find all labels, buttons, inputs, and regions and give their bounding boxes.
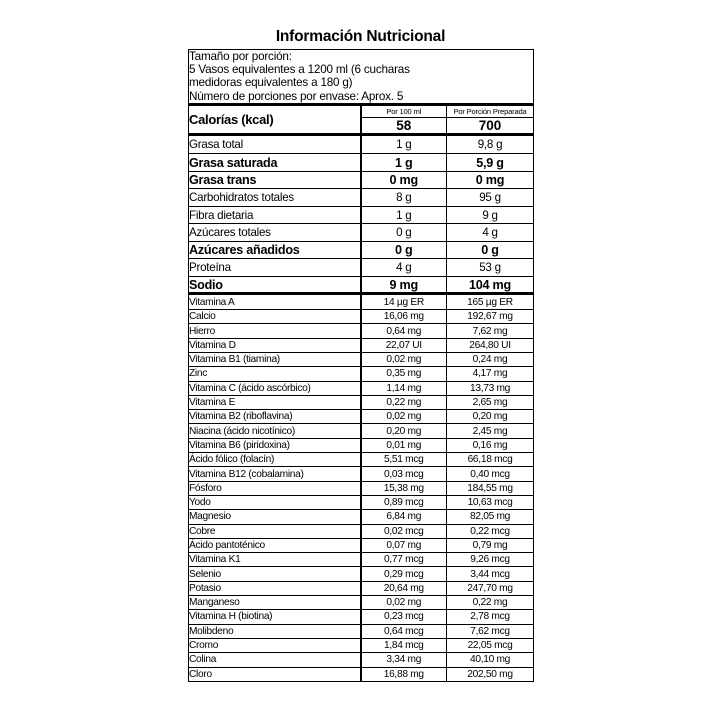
nutrient-value-per-100ml: 1 g [361, 136, 447, 154]
nutrient-value-per-serving: 3,44 mcg [447, 567, 534, 581]
macronutrient-section [189, 136, 534, 295]
table-row [189, 338, 534, 352]
nutrient-value-per-serving: 9,26 mcg [447, 553, 534, 567]
nutrient-value-per-serving: 9,8 g [447, 136, 534, 154]
nutrient-label: Fósforo [189, 481, 361, 495]
nutrient-label: Zinc [189, 367, 361, 381]
nutrient-value-per-serving: 0,16 mg [447, 438, 534, 452]
nutrient-label: Hierro [189, 324, 361, 338]
table-row [189, 453, 534, 467]
column-header-per-100ml: Por 100 ml [386, 107, 422, 117]
nutrient-value-per-serving: 82,05 mg [447, 510, 534, 524]
nutrient-value-per-serving: 66,18 mcg [447, 453, 534, 467]
micronutrient-section [189, 295, 534, 681]
nutrient-value-per-100ml: 0,02 mcg [361, 524, 447, 538]
nutrient-label: Potasio [189, 581, 361, 595]
nutrient-value-per-serving: 40,10 mg [447, 653, 534, 667]
nutrient-value-per-serving: 95 g [447, 189, 534, 207]
nutrient-label: Ácido pantoténico [189, 538, 361, 552]
nutrient-value-per-100ml: 0,23 mcg [361, 610, 447, 624]
nutrient-value-per-serving: 2,45 mg [447, 424, 534, 438]
serving-size-block [189, 50, 534, 105]
nutrient-value-per-100ml: 3,34 mg [361, 653, 447, 667]
table-row [189, 310, 534, 324]
nutrient-label: Magnesio [189, 510, 361, 524]
table-row [189, 538, 534, 552]
table-row [189, 241, 534, 259]
nutrient-value-per-serving: 4 g [447, 224, 534, 242]
table-row [189, 495, 534, 509]
nutrition-facts-table [188, 49, 534, 682]
nutrient-value-per-100ml: 0,02 mg [361, 596, 447, 610]
nutrient-value-per-serving: 0,20 mg [447, 410, 534, 424]
nutrient-value-per-100ml: 0,20 mg [361, 424, 447, 438]
nutrient-value-per-100ml: 16,06 mg [361, 310, 447, 324]
nutrient-label: Niacina (ácido nicotínico) [189, 424, 361, 438]
nutrient-label: Cromo [189, 638, 361, 652]
table-row [189, 438, 534, 452]
page-title: Información Nutricional [275, 28, 446, 45]
nutrient-value-per-serving: 9 g [447, 206, 534, 224]
nutrient-value-per-100ml: 1,14 mg [361, 381, 447, 395]
serving-line-2: 5 Vasos equivalentes a 1200 ml (6 cucharas [189, 63, 410, 77]
nutrient-value-per-serving: 0,79 mg [447, 538, 534, 552]
nutrient-label: Vitamina B6 (piridoxina) [189, 438, 361, 452]
table-row [189, 395, 534, 409]
nutrient-label: Azúcares totales [189, 224, 361, 242]
serving-size-row [189, 50, 534, 105]
table-row [189, 424, 534, 438]
nutrient-value-per-100ml: 0,22 mg [361, 395, 447, 409]
nutrient-value-per-serving: 0,40 mcg [447, 467, 534, 481]
nutrient-value-per-serving: 7,62 mg [447, 324, 534, 338]
nutrient-label: Carbohidratos totales [189, 189, 361, 207]
nutrient-value-per-serving: 10,63 mcg [447, 495, 534, 509]
table-row [189, 353, 534, 367]
table-row [189, 171, 534, 189]
nutrient-label: Vitamina K1 [189, 553, 361, 567]
nutrient-label: Ácido fólico (folacín) [189, 453, 361, 467]
calories-header-row [189, 106, 534, 118]
nutrient-label: Manganeso [189, 596, 361, 610]
nutrient-value-per-100ml: 0,64 mcg [361, 624, 447, 638]
table-row [189, 510, 534, 524]
table-row [189, 653, 534, 667]
nutrient-value-per-100ml: 15,38 mg [361, 481, 447, 495]
table-row [189, 136, 534, 154]
table-row [189, 259, 534, 277]
nutrient-value-per-100ml: 14 µg ER [361, 295, 447, 309]
nutrient-value-per-100ml: 1,84 mcg [361, 638, 447, 652]
nutrient-value-per-100ml: 0,35 mg [361, 367, 447, 381]
nutrient-value-per-serving: 165 µg ER [447, 295, 534, 309]
table-row [189, 276, 534, 294]
nutrient-value-per-100ml: 16,88 mg [361, 667, 447, 681]
nutrient-value-per-serving: 0,22 mg [447, 596, 534, 610]
nutrient-label: Colina [189, 653, 361, 667]
table-row [189, 295, 534, 309]
nutrient-label: Calcio [189, 310, 361, 324]
nutrient-value-per-serving: 2,78 mcg [447, 610, 534, 624]
nutrient-value-per-serving: 184,55 mg [447, 481, 534, 495]
nutrient-value-per-100ml: 0,89 mcg [361, 495, 447, 509]
nutrient-label: Vitamina B2 (riboflavina) [189, 410, 361, 424]
column-header-per-serving: Por Porción Preparada [447, 106, 534, 118]
nutrient-label: Grasa trans [189, 171, 361, 189]
nutrient-value-per-100ml: 0,03 mcg [361, 467, 447, 481]
nutrient-value-per-100ml: 0 g [361, 224, 447, 242]
nutrition-facts-panel [188, 28, 533, 682]
nutrient-value-per-100ml: 4 g [361, 259, 447, 277]
nutrient-label: Grasa total [189, 138, 243, 152]
serving-line-4: Número de porciones por envase: Aprox. 5 [189, 89, 404, 103]
table-row [189, 381, 534, 395]
nutrient-label: Sodio [189, 276, 361, 294]
table-row [189, 624, 534, 638]
nutrient-label: Cobre [189, 524, 361, 538]
nutrient-value-per-serving: 7,62 mcg [447, 624, 534, 638]
nutrient-label: Molibdeno [189, 624, 361, 638]
table-row [189, 524, 534, 538]
table-row [189, 410, 534, 424]
table-row [189, 638, 534, 652]
nutrient-label: Azúcares añadidos [189, 241, 361, 259]
nutrient-value-per-serving: 192,67 mg [447, 310, 534, 324]
nutrient-label: Yodo [189, 495, 361, 509]
nutrient-value-per-100ml: 6,84 mg [361, 510, 447, 524]
nutrient-value-per-100ml: 0 mg [361, 171, 447, 189]
nutrient-label: Vitamina E [189, 395, 361, 409]
nutrient-value-per-serving: 0 mg [447, 171, 534, 189]
table-row [189, 367, 534, 381]
table-row [189, 224, 534, 242]
calories-label: Calorías (kcal) [189, 106, 361, 135]
nutrient-value-per-serving: 22,05 mcg [447, 638, 534, 652]
nutrient-value-per-serving: 247,70 mg [447, 581, 534, 595]
nutrient-label: Vitamina B12 (cobalamina) [189, 467, 361, 481]
nutrient-label: Vitamina H (biotina) [189, 610, 361, 624]
nutrient-value-per-100ml: 5,51 mcg [361, 453, 447, 467]
nutrient-value-per-serving: 5,9 g [447, 154, 534, 172]
nutrient-value-per-100ml: 0,07 mg [361, 538, 447, 552]
calories-per-100ml: 58 [361, 118, 447, 135]
table-row [189, 154, 534, 172]
nutrient-label: Vitamina D [189, 338, 361, 352]
nutrient-value-per-100ml: 22,07 UI [361, 338, 447, 352]
nutrient-label: Cloro [189, 667, 361, 681]
nutrient-value-per-serving: 0,22 mcg [447, 524, 534, 538]
nutrient-value-per-100ml: 0,29 mcg [361, 567, 447, 581]
nutrient-value-per-serving: 202,50 mg [447, 667, 534, 681]
nutrient-value-per-serving: 0,24 mg [447, 353, 534, 367]
nutrient-value-per-serving: 0 g [447, 241, 534, 259]
nutrient-value-per-100ml: 0,01 mg [361, 438, 447, 452]
nutrient-value-per-100ml: 0,77 mcg [361, 553, 447, 567]
nutrient-value-per-serving: 53 g [447, 259, 534, 277]
serving-line-1: Tamaño por porción: [189, 50, 292, 63]
nutrient-value-per-serving: 4,17 mg [447, 367, 534, 381]
nutrient-label: Fibra dietaria [189, 206, 361, 224]
table-row [189, 189, 534, 207]
calories-per-serving: 700 [447, 118, 534, 135]
table-row [189, 610, 534, 624]
table-row [189, 581, 534, 595]
table-row [189, 324, 534, 338]
nutrient-label: Vitamina C (ácido ascórbico) [189, 381, 361, 395]
nutrient-value-per-100ml: 20,64 mg [361, 581, 447, 595]
nutrient-label: Vitamina B1 (tiamina) [189, 353, 361, 367]
nutrient-label: Vitamina A [189, 296, 235, 308]
nutrient-value-per-serving: 2,65 mg [447, 395, 534, 409]
nutrient-value-per-100ml: 1 g [361, 154, 447, 172]
table-row [189, 481, 534, 495]
nutrient-value-per-100ml: 0 g [361, 241, 447, 259]
nutrient-value-per-serving: 104 mg [447, 276, 534, 294]
nutrient-value-per-100ml: 0,02 mg [361, 353, 447, 367]
serving-line-3: medidoras equivalentes a 180 g) [189, 76, 353, 90]
nutrient-value-per-100ml: 0,02 mg [361, 410, 447, 424]
nutrient-value-per-100ml: 8 g [361, 189, 447, 207]
nutrient-value-per-100ml: 0,64 mg [361, 324, 447, 338]
table-row [189, 667, 534, 681]
nutrient-value-per-100ml: 1 g [361, 206, 447, 224]
table-row [189, 553, 534, 567]
nutrient-value-per-serving: 13,73 mg [447, 381, 534, 395]
nutrient-label: Proteína [189, 259, 361, 277]
table-row [189, 206, 534, 224]
nutrient-label: Selenio [189, 567, 361, 581]
nutrient-value-per-serving: 264,80 UI [447, 338, 534, 352]
nutrient-label: Grasa saturada [189, 154, 361, 172]
table-row [189, 567, 534, 581]
table-row [189, 467, 534, 481]
table-row [189, 596, 534, 610]
nutrient-value-per-100ml: 9 mg [361, 276, 447, 294]
